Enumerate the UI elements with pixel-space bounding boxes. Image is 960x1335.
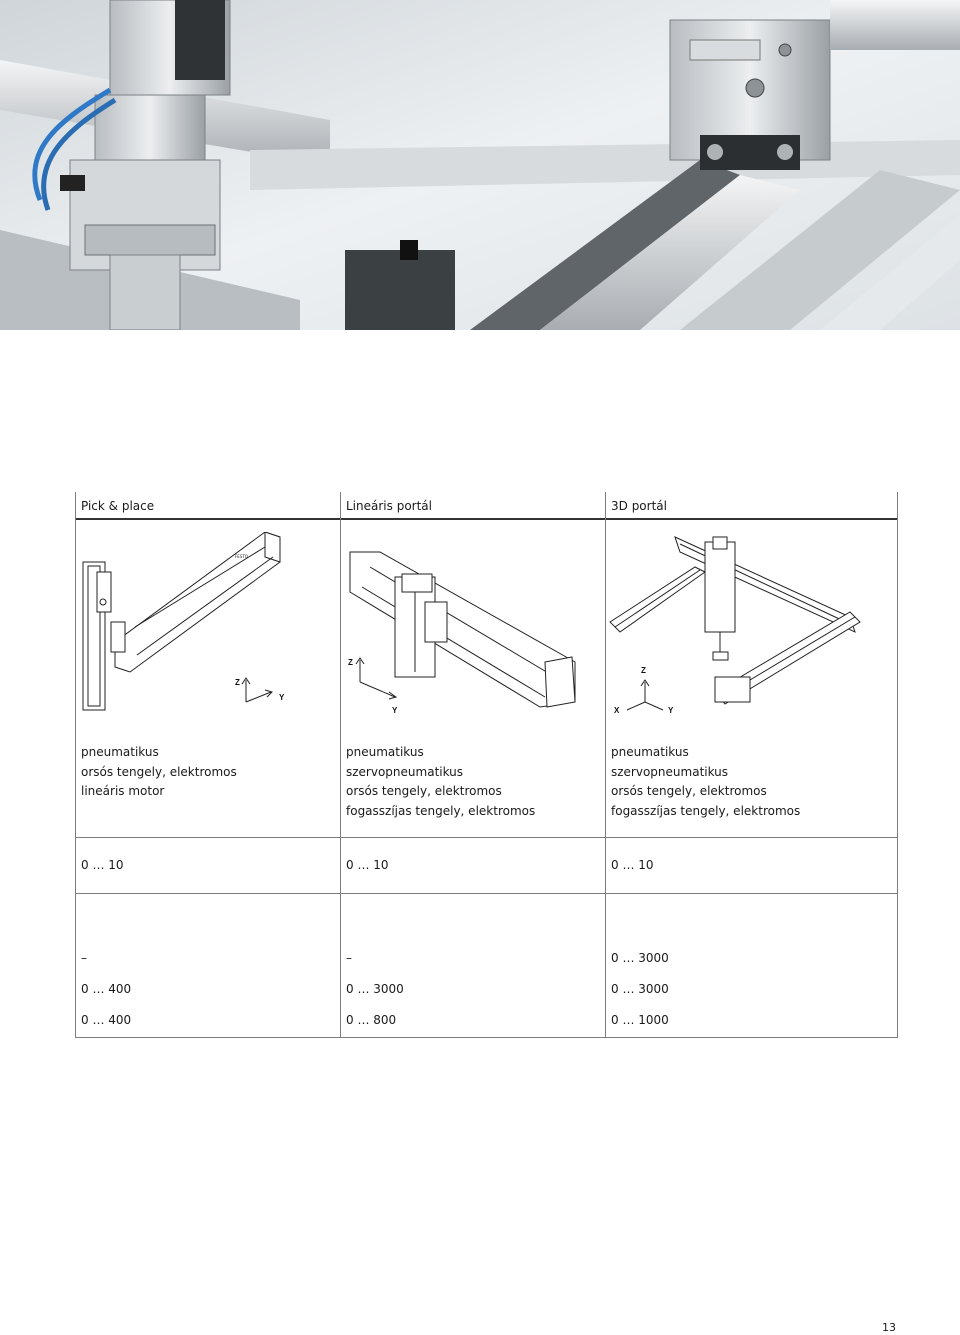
range-value: 0 … 10 — [346, 858, 389, 872]
drive-type: fogasszíjas tengely, elektromos — [346, 803, 536, 818]
linear-gantry-drawing — [340, 532, 605, 720]
axis-stroke: 0 … 3000 — [346, 982, 404, 996]
axis-stroke-list — [81, 943, 131, 1036]
axis-stroke: 0 … 3000 — [611, 951, 669, 965]
axis-label-y: Y — [279, 693, 285, 702]
axis-stroke: – — [346, 951, 352, 965]
column-header: Pick & place — [81, 499, 155, 513]
axis-stroke: 0 … 1000 — [611, 1013, 669, 1027]
range-value: 0 … 10 — [81, 858, 124, 872]
axis-stroke: – — [81, 951, 87, 965]
drive-type: pneumatikus — [611, 745, 689, 759]
drive-type: orsós tengely, elektromos — [346, 784, 502, 798]
axis-stroke: 0 … 800 — [346, 1013, 397, 1027]
header-rule — [75, 518, 898, 520]
drive-type: orsós tengely, elektromos — [81, 764, 237, 779]
axis-label-z: Z — [348, 658, 353, 667]
axis-label-y: Y — [668, 706, 674, 715]
drive-type: szervopneumatikus — [611, 764, 729, 779]
axis-stroke: 0 … 400 — [81, 982, 132, 996]
pick-and-place-drawing — [75, 532, 340, 720]
hero-photo — [0, 0, 960, 330]
axis-stroke: 0 … 3000 — [611, 982, 669, 996]
drive-type: szervopneumatikus — [346, 764, 464, 779]
drive-type-list — [611, 743, 800, 821]
drive-type: fogasszíjas tengely, elektromos — [611, 803, 801, 818]
svg-text:FESTO: FESTO — [235, 554, 248, 559]
page-number: 13 — [882, 1321, 896, 1334]
axis-label-z: Z — [641, 666, 646, 675]
axis-stroke-list — [346, 943, 404, 1036]
axis-stroke-list — [611, 943, 669, 1036]
axis-label-z: Z — [235, 678, 240, 687]
row-rule-description — [75, 837, 898, 838]
drive-type: orsós tengely, elektromos — [611, 784, 767, 798]
column-header: Lineáris portál — [346, 499, 432, 513]
drive-type: lineáris motor — [81, 784, 165, 798]
drive-type-list — [81, 743, 237, 802]
axis-stroke: 0 … 400 — [81, 1013, 132, 1027]
axis-label-y: Y — [392, 706, 398, 715]
drive-type: pneumatikus — [81, 745, 159, 759]
3d-gantry-drawing — [605, 532, 870, 720]
drive-type: pneumatikus — [346, 745, 424, 759]
column-header: 3D portál — [611, 499, 667, 513]
range-value: 0 … 10 — [611, 858, 654, 872]
axis-label-x: X — [614, 706, 620, 715]
row-rule-range — [75, 893, 898, 894]
drive-type-list — [346, 743, 535, 821]
table-bottom-rule — [75, 1037, 898, 1038]
column-divider — [897, 492, 898, 1037]
